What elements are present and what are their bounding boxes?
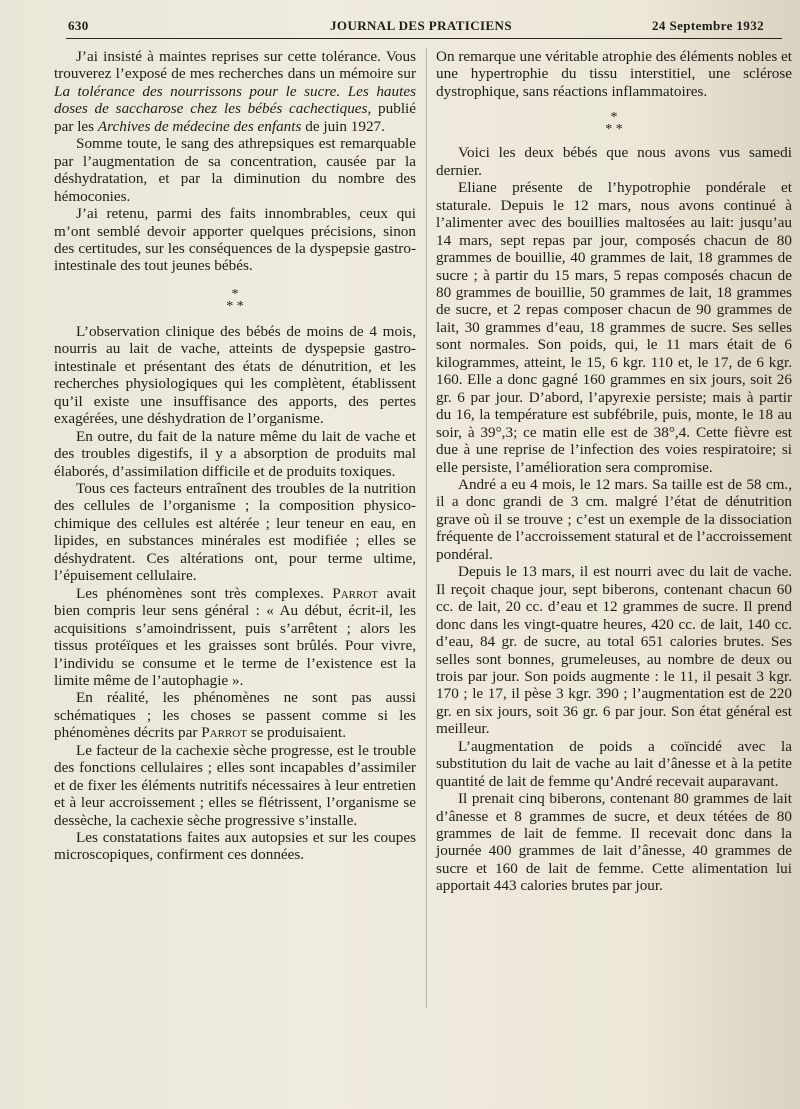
paragraph: Les phénomènes sont très complexes. Parrot avait bien compris leur sens général : « Au début, écrit-il, les acquisitions s’amoindrissent, puis s’arrêtent ; alors les tissus protéïques et les graisses sont brûlés. Pour vivre, l’individu se consume et le terme de l’existence est la limite même de l’autophagie ». <box>54 584 416 689</box>
right-column <box>436 48 792 895</box>
page-header <box>68 12 774 36</box>
paragraph: L’observation clinique des bébés de moins de 4 mois, nourris au lait de vache, atteints de dyspepsie gastro-intestinale et présentant des états de dénutrition, et les recherches physiologiques qui les complètent, établissent qu’il existe une insuffisance des apports, des pertes exagérées, une déshydration de l’organisme. <box>54 322 416 428</box>
author-name: Parrot <box>332 584 378 602</box>
paragraph: Le facteur de la cachexie sèche progresse, est le trouble des fonctions cellulaires ; elles sont incapables d’assimiler et de fixer les éléments nutritifs nécessaires à leur entretien et à leur accroissement ; elles se flétrissent, l’organisme se dessèche, la cachexie sèche progressive s’installe. <box>54 741 416 829</box>
author-name: Parrot <box>201 724 247 742</box>
paragraph: En outre, du fait de la nature même du lait de vache et des troubles digestifs, il y a absorption de produits mal élaborés, d’assimilation difficile et de produits toxiques. <box>54 427 416 480</box>
journal-title: JOURNAL DES PRATICIENS <box>330 18 512 33</box>
paragraph: J’ai retenu, parmi des faits innombrables, ceux qui m’ont semblé devoir apporter quelques précisions, sinon des certitudes, sur les conséquences de la dyspepsie gastro-intestinale des tout jeunes bébés. <box>54 205 416 275</box>
issue-date: 24 Septembre 1932 <box>652 18 764 33</box>
paragraph: Il prenait cinq biberons, contenant 80 grammes de lait d’ânesse et 8 grammes de sucre, et deux tétées de 80 grammes de lait de femme. Il recevait donc dans la journée 400 grammes de lait d’ânesse, 40 grammes de sucre et 160 de lait de femme. Cette alimentation lui apportait 443 calories brutes par jour. <box>436 790 792 895</box>
asterism-bottom: * * <box>605 122 623 138</box>
paragraph: Somme toute, le sang des athrepsiques est remarquable par l’augmentation de sa concentration, causée par la déshydratation, et par la diminution du nombre des hémoconies. <box>54 135 416 205</box>
italic-title: La tolérance des nourrissons pour le sucre. Les hautes doses de saccharose chez les bébés cachectiques <box>54 82 416 118</box>
paragraph: Tous ces facteurs entraînent des troubles de la nutrition des cellules de l’organisme ; la composition physico-chimique des cellules est altérée ; leur teneur en eau, en lipides, en substances minérales est modifiée ; elles se déshydratent. Ces altérations ont, pour terme ultime, l’épuisement cellulaire. <box>54 479 416 585</box>
column-divider <box>426 48 427 1008</box>
section-asterism <box>54 275 416 323</box>
paragraph: J’ai insisté à maintes reprises sur cette tolérance. Vous trouverez l’exposé de mes recherches dans un mémoire sur La tolérance des nourrissons pour le sucre. Les hautes doses de saccharose chez les bébés cachectiques, publié par les Archives de médecine des enfants de juin 1927. <box>54 48 416 135</box>
paragraph: Les constatations faites aux autopsies et sur les coupes microscopiques, confirment ces données. <box>54 829 416 864</box>
left-column <box>54 48 416 864</box>
page-number: 630 <box>68 18 89 33</box>
asterism-top: * <box>231 286 239 302</box>
paragraph: André a eu 4 mois, le 12 mars. Sa taille est de 58 cm., il a donc grandi de 3 cm. malgré l’état de dénutrition grave où il se trouve ; c’est un exemple de la dissociation fréquente de l’accroissement statural et de l’accroissement pondéral. <box>436 475 792 563</box>
paragraph: L’augmentation de poids a coïncidé avec la substitution du lait de vache au lait d’ânesse et à la petite quantité de lait de femme qu’André recevait auparavant. <box>436 737 792 790</box>
paragraph: On remarque une véritable atrophie des éléments nobles et une hypertrophie du tissu interstitiel, une sclérose dystrophique, sans réactions inflammatoires. <box>436 48 792 100</box>
paragraph: En réalité, les phénomènes ne sont pas aussi schématiques ; les choses se passent comme si les phénomènes décrits par Parrot se produisaient. <box>54 689 416 742</box>
italic-journal: Archives de médecine des enfants <box>97 117 302 135</box>
paragraph: Eliane présente de l’hypotrophie pondérale et staturale. Depuis le 12 mars, nous avons continué à l’alimenter avec des bouillies maltosées au lait: jusqu’au 14 mars, sept repas par jour, composés chacun de 80 grammes de bouillie, 40 grammes de lait, 18 grammes de sucre ; à partir du 15 mars, 5 repas composés chacun de 80 grammes de bouillie, 50 grammes de lait, 18 grammes de sucre, et 2 repas composer chacun de 90 grammes de lait, 30 grammes d’eau, 18 grammes de sucre. Ses selles sont normales. Son poids, qui, le 11 mars était de 6 kilogrammes, atteint, le 15, 6 kgr. 110 et, le 17, de 6 kgr. 160. Elle a donc gagné 160 grammes en six jours, soit 26 gr. 6 par jour. D’abord, l’apyrexie persiste; mais à partir du 16, la température est subfébrile, puis, monte, le 18 au soir, à 39°,3; ce matin elle est de 38°,4. Cette fièvre est due à une reprise de l’infection des voies respiratoire; si elle persiste, l’amélioration sera compromise. <box>436 179 792 476</box>
asterism-bottom: * * <box>226 298 244 314</box>
asterism-top: * <box>610 110 618 126</box>
header-rule <box>66 38 782 39</box>
section-asterism <box>436 100 792 144</box>
paragraph: Voici les deux bébés que nous avons vus samedi dernier. <box>436 144 792 179</box>
paragraph: Depuis le 13 mars, il est nourri avec du lait de vache. Il reçoit chaque jour, sept biberons, contenant chacun 60 cc. de lait, 20 cc. d’eau et 12 grammes de sucre. Il prend donc dans les vingt-quatre heures, 420 cc. de lait, 140 cc. d’eau, 84 gr. de sucre, au total 651 calories brutes. Ses selles sont bonnes, grumeleuses, au nombre de deux ou trois par jour. Son poids augmente : le 11, il pesait 3 kgr. 170 ; le 17, il pèse 3 kgr. 390 ; l’augmentation est de 220 gr. en six jours, soit 36 gr. 6 par jour. Son état général est meilleur. <box>436 563 792 738</box>
